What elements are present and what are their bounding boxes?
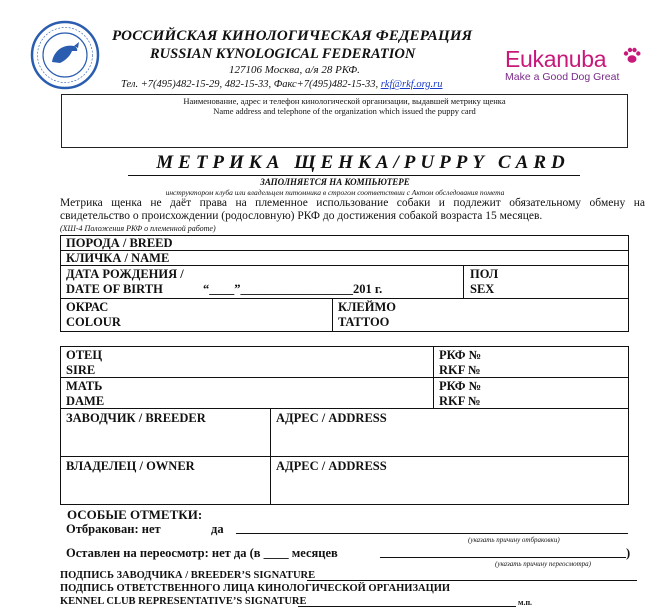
rkf-seal-logo [30,20,100,90]
breeder-signature-input[interactable] [307,580,637,581]
divider [60,408,629,409]
org-box-label-ru: Наименование, адрес и телефон кинологической организации, выдавшей метрику щенка [183,96,506,106]
divider [433,346,434,408]
regulation-reference: (ХШ-4 Положения РКФ о племенной работе) [60,224,216,233]
divider [60,504,629,505]
brand-name: Eukanuba [505,46,607,72]
phones-text: Тел. +7(495)482-15-29, 482-15-33, Факс+7(495)482-15-33, [121,79,379,90]
tattoo-label-ru: КЛЕЙМО [338,300,396,314]
owner-address-field[interactable]: АДРЕС / ADDRESS [276,459,387,473]
divider [60,408,61,504]
breed-field[interactable]: ПОРОДА / BREED [66,236,173,250]
email-link[interactable]: rkf@rkf.org.ru [380,79,443,90]
sire-label-en: SIRE [66,363,96,377]
reexam-label[interactable]: Оставлен на переосмотр: нет да (в ____ месяцев [66,546,338,560]
colour-label-ru: ОКРАС [66,300,109,314]
org-rep-signature-label: ПОДПИСЬ ОТВЕТСТВЕННОГО ЛИЦА КИНОЛОГИЧЕСКОЙ ОРГАНИЗАЦИИ [60,583,451,594]
divider [332,298,333,331]
brand-tagline: Make a Good Dog Great [505,71,620,83]
rejected-yes-option[interactable]: да [211,522,224,536]
divider [60,377,629,378]
divider [60,346,61,408]
org-box-label-en: Name address and telephone of the organization which issued the puppy card [213,106,476,116]
sex-label-ru: ПОЛ [470,267,499,281]
breeder-field[interactable]: ЗАВОДЧИК / BREEDER [66,411,206,425]
sire-rkf-label-ru: РКФ № [439,348,482,362]
special-remarks-title: ОСОБЫЕ ОТМЕТКИ: [67,507,203,522]
owner-field[interactable]: ВЛАДЕЛЕЦ / OWNER [66,459,195,473]
breeder-signature-label: ПОДПИСЬ ЗАВОДЧИКА / BREEDER’S SIGNATURE [60,570,316,581]
dam-rkf-label-ru: РКФ № [439,379,482,393]
org-name-ru: РОССИЙСКАЯ КИНОЛОГИЧЕСКАЯ ФЕДЕРАЦИЯ [112,28,473,44]
reexam-reason-input[interactable] [380,557,626,558]
org-address: 127106 Москва, а/я 28 РКФ. [229,64,360,76]
issuing-organization-field[interactable] [61,94,628,148]
dam-label-en: DAME [66,394,105,408]
sex-label-en: SEX [470,282,495,296]
sire-rkf-label-en: RKF № [439,363,481,377]
reexam-close-paren: ) [626,546,631,560]
name-field[interactable]: КЛИЧКА / NAME [66,251,170,265]
divider [463,265,464,298]
rejection-reason-input[interactable] [236,533,628,534]
dam-label-ru: МАТЬ [66,379,103,393]
dob-field[interactable]: “____”__________________201 г. [203,282,383,296]
dob-label-en: DATE OF BIRTH [66,282,163,296]
document-title: МЕТРИКА ЩЕНКА/PUPPY CARD [156,152,570,173]
divider [60,265,629,266]
divider [60,235,61,331]
breeder-address-field[interactable]: АДРЕС / ADDRESS [276,411,387,425]
tattoo-label-en: TATTOO [338,315,390,329]
divider [270,408,271,504]
divider [628,235,629,331]
divider [628,408,629,504]
paw-icon [622,46,642,66]
divider [60,298,629,299]
colour-label-en: COLOUR [66,315,121,329]
dob-label-ru: ДАТА РОЖДЕНИЯ / [66,267,184,281]
dam-rkf-label-en: RKF № [439,394,481,408]
disclaimer-text: Метрика щенка не даёт права на племенное использование собаки и подлежит обязательному обмену на свидетельство о происхождении (родословную) РКФ до достижения собакой возраста 15 месяцев. [60,197,645,222]
divider [60,331,629,332]
rejected-label: Отбракован: нет [66,522,161,536]
reexam-reason-hint: (указать причину переосмотра) [495,560,592,568]
sire-label-ru: ОТЕЦ [66,348,103,362]
kennel-rep-signature-input[interactable] [298,606,516,607]
divider [628,346,629,408]
org-name-en: RUSSIAN KYNOLOGICAL FEDERATION [150,46,416,62]
divider [60,346,629,347]
rejection-reason-hint: (указать причину отбраковки) [468,536,560,544]
stamp-place: м.п. [518,598,533,607]
org-phones [121,79,442,90]
divider [60,456,629,457]
kennel-rep-signature-label: KENNEL CLUB REPRESENTATIVE’S SIGNATURE [60,596,307,607]
document-subtitle: ЗАПОЛНЯЕТСЯ НА КОМПЬЮТЕРЕ [260,177,410,187]
fill-instruction: инструктором клуба или владельцем питомника в строгом соответствии с Актом обследования помета [165,188,505,197]
title-underline [128,175,580,176]
